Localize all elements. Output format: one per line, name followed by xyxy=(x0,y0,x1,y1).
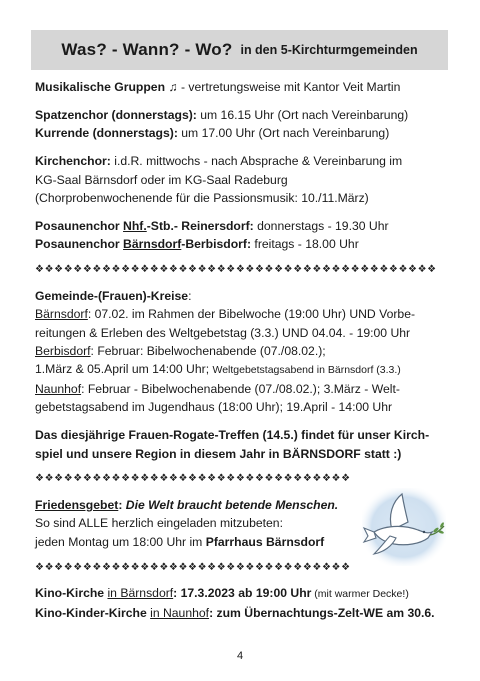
kino-naunhof-link[interactable]: in Naunhof xyxy=(150,605,210,620)
kreise-naunhof-line-1 xyxy=(35,380,455,398)
spatzenchor-text: um 16.15 Uhr (Ort nach Vereinbarung) xyxy=(196,107,409,122)
posaunenchor-prefix-1: Posaunenchor xyxy=(35,218,124,233)
kreise-heading-text: Gemeinde-(Frauen)-Kreise xyxy=(35,288,189,303)
kreise-berbisdorf-line-2 xyxy=(35,360,455,379)
kirchenchor-line-1 xyxy=(35,152,455,170)
diamond-separator-1: ❖❖❖❖❖❖❖❖❖❖❖❖❖❖❖❖❖❖❖❖❖❖❖❖❖❖❖❖❖❖❖❖❖❖❖❖❖❖❖❖❖❖ xyxy=(35,264,437,276)
kreise-block xyxy=(35,287,455,417)
friedensgebet-label: Friedensgebet xyxy=(35,497,119,512)
kreise-naunhof-line-2: gebetstagsabend im Jugendhaus (18:00 Uhr); 19.April - 14:00 Uhr xyxy=(35,400,393,415)
rogate-line-2: spiel und unsere Region in diesem Jahr in BÄRNSDORF statt :) xyxy=(35,446,402,461)
posaunenchor-text-2: freitags - 18.00 Uhr xyxy=(251,237,359,252)
kreise-naunhof-link[interactable]: Naunhof xyxy=(35,381,82,396)
kreise-baernsdorf-text: : 07.02. im Rahmen der Bibelwoche (19:00 Uhr) UND Vorbe- xyxy=(87,307,416,322)
kirchenchor-line-3: (Chorprobenwochenende für die Passionsmusik: 10./11.März) xyxy=(35,191,369,206)
kreise-naunhof-text: : Februar - Bibelwochenabende (07./08.02.); 3.März - Welt- xyxy=(81,381,400,396)
music-groups-label: Musikalische Gruppen xyxy=(35,80,166,94)
kurrende-text: um 17.00 Uhr (Ort nach Vereinbarung) xyxy=(177,126,390,141)
kirchenchor-line-2: KG-Saal Bärnsdorf oder im KG-Saal Radeburg xyxy=(35,172,288,187)
spatzenchor-label: Spatzenchor (donnerstags): xyxy=(35,107,197,122)
music-groups-text: - vertretungsweise mit Kantor Veit Martin xyxy=(177,80,401,94)
peace-dove-icon xyxy=(362,488,446,566)
banner-title: Was? - Wann? - Wo? xyxy=(61,40,233,59)
kino-kirche-line xyxy=(35,584,455,603)
rogate-announcement xyxy=(35,426,455,463)
kreise-berbisdorf-text: : Februar: Bibelwochenabende (07./08.02.); xyxy=(90,343,326,358)
baernsdorf-link[interactable]: Bärnsdorf xyxy=(123,237,182,252)
friedensgebet-line-2: So sind ALLE herzlich eingeladen mitzubeten: xyxy=(35,516,283,531)
posaunenchor-line-1 xyxy=(35,217,455,235)
rogate-line-1: Das diesjährige Frauen-Rogate-Treffen (14.5.) findet für unser Kirch- xyxy=(35,428,430,443)
posaunenchor-line-2 xyxy=(35,235,455,253)
kino-kinder-date: : zum Übernachtungs-Zelt-WE am 30.6. xyxy=(209,605,435,620)
kreise-berbisdorf-line-1 xyxy=(35,342,455,360)
section-banner xyxy=(31,30,448,70)
kirchenchor-text: i.d.R. mittwochs - nach Absprache & Vereinbarung im xyxy=(110,154,403,169)
kirchenchor-block xyxy=(35,152,455,207)
kreise-heading xyxy=(35,287,455,305)
kurrende-label: Kurrende (donnerstags): xyxy=(35,126,178,141)
music-groups-line xyxy=(35,78,455,96)
spatzenchor-line xyxy=(35,106,455,124)
kreise-baernsdorf-link[interactable]: Bärnsdorf xyxy=(35,307,88,322)
posaunenchor-mid-2: -Berbisdorf: xyxy=(181,237,252,252)
kreise-baernsdorf-line-1 xyxy=(35,305,455,323)
choir-times xyxy=(35,106,455,143)
kino-kirche-label: Kino-Kirche xyxy=(35,586,108,601)
diamond-separator-3: ❖❖❖❖❖❖❖❖❖❖❖❖❖❖❖❖❖❖❖❖❖❖❖❖❖❖❖❖❖❖❖❖❖ xyxy=(35,561,351,573)
kreise-berbisdorf-link[interactable]: Berbisdorf xyxy=(35,343,91,358)
kino-kinder-label: Kino-Kinder-Kirche xyxy=(35,605,151,620)
banner-subtitle: in den 5-Kirchturmgemeinden xyxy=(240,43,418,57)
friedensgebet-colon: : xyxy=(118,497,126,512)
kino-baernsdorf-link[interactable]: in Bärnsdorf xyxy=(107,586,174,601)
friedensgebet-place: Pfarrhaus Bärnsdorf xyxy=(205,534,325,549)
kirchenchor-label: Kirchenchor: xyxy=(35,154,111,169)
naunhof-abbrev-link[interactable]: Nhf. xyxy=(123,218,147,233)
kreise-heading-colon: : xyxy=(188,288,192,303)
kreise-berbisdorf-dates: 1.März & 05.April um 14:00 Uhr; xyxy=(35,362,213,377)
kurrende-line xyxy=(35,124,455,142)
music-note-icon: ♫ xyxy=(168,80,178,94)
kino-kirche-note: (mit warmer Decke!) xyxy=(311,588,409,601)
posaunenchor-block xyxy=(35,217,455,254)
kino-block xyxy=(35,584,455,622)
friedensgebet-motto: Die Welt braucht betende Menschen. xyxy=(125,497,339,512)
kino-kinder-line xyxy=(35,604,455,622)
friedensgebet-time: jeden Montag um 18:00 Uhr im xyxy=(35,534,206,549)
diamond-separator-2: ❖❖❖❖❖❖❖❖❖❖❖❖❖❖❖❖❖❖❖❖❖❖❖❖❖❖❖❖❖❖❖❖❖ xyxy=(35,473,351,485)
kreise-baernsdorf-line-2: reitungen & Erleben des Weltgebetstag (3.3.) UND 04.04. - 19:00 Uhr xyxy=(35,325,411,340)
posaunenchor-mid-1: -Stb.- Reinersdorf: xyxy=(146,218,254,233)
posaunenchor-prefix-2: Posaunenchor xyxy=(35,237,124,252)
kreise-berbisdorf-note: Weltgebetstagsabend in Bärnsdorf (3.3.) xyxy=(212,364,401,377)
page-number: 4 xyxy=(236,650,244,662)
posaunenchor-text-1: donnerstags - 19.30 Uhr xyxy=(253,218,389,233)
kino-kirche-date: : 17.3.2023 ab 19:00 Uhr xyxy=(173,586,312,601)
